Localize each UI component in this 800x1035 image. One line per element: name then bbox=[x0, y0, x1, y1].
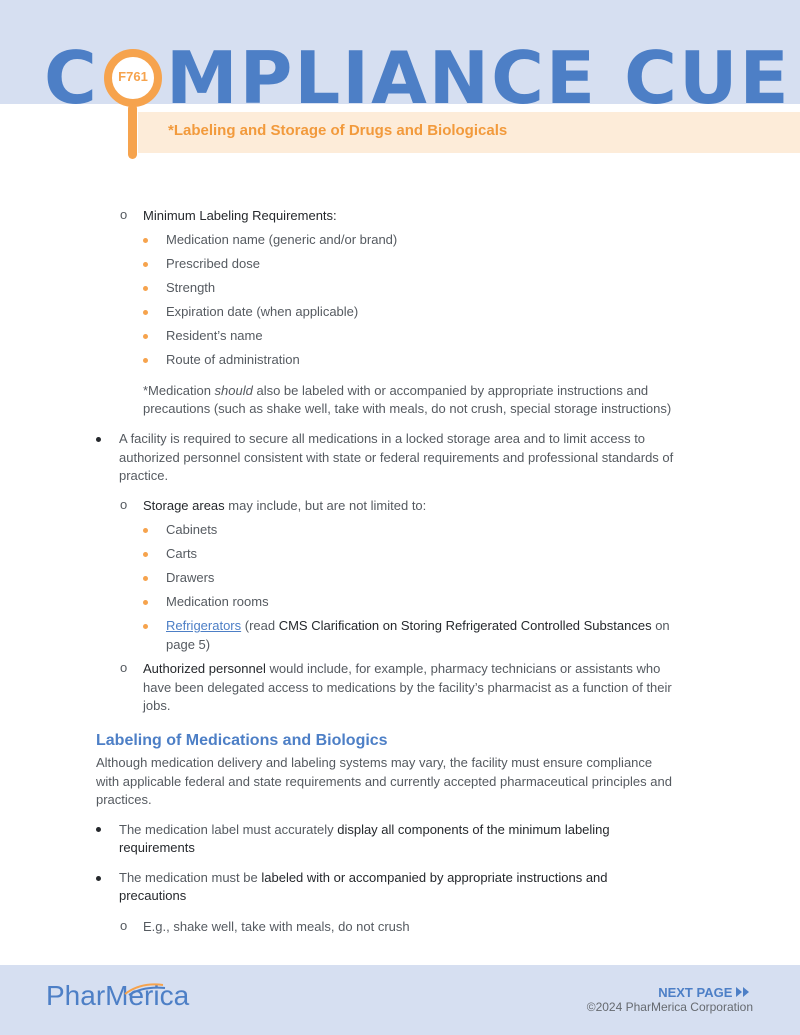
section-intro-line2: with applicable federal and state requirements and currently accepted pharmaceutical principles and bbox=[96, 774, 672, 789]
label-bullet2-line2: precautions bbox=[119, 888, 187, 903]
section-intro-line3: practices. bbox=[96, 792, 152, 807]
personnel-line2: have been delegated access to medications by the facility’s pharmacist as a function of their bbox=[143, 680, 672, 695]
secure-text-line3: practice. bbox=[119, 468, 169, 483]
title-first-letter: C bbox=[44, 36, 98, 120]
fridge-text: on bbox=[651, 618, 670, 633]
list-item: Carts bbox=[166, 546, 198, 561]
circle-bullet-icon: o bbox=[120, 207, 128, 222]
orange-bullet-icon bbox=[143, 334, 148, 339]
orange-bullet-icon bbox=[143, 286, 148, 291]
bullet-icon bbox=[96, 437, 101, 442]
storage-lead-bold: Storage areas bbox=[143, 498, 225, 513]
logo-swoosh-icon bbox=[123, 982, 167, 996]
list-item: Strength bbox=[166, 280, 216, 295]
label-bullet1-line2: requirements bbox=[119, 840, 195, 855]
secure-text-line1: A facility is required to secure all medications in a locked storage area and to limit access to bbox=[119, 431, 646, 446]
label-bullet1-line1 bbox=[119, 821, 610, 840]
magnifier-handle bbox=[128, 104, 137, 159]
personnel-text: would include, for example, pharmacy technicians or assistants who bbox=[265, 661, 661, 676]
label-bullet2-line1 bbox=[119, 869, 608, 888]
bullet-text: The medication label must accurately bbox=[119, 822, 338, 837]
labeling-note-line2: precautions (such as shake well, take with meals, do not crush, special storage instructions) bbox=[143, 401, 672, 416]
bullet-bold: labeled with or accompanied by appropriate instructions and bbox=[261, 870, 608, 885]
circle-bullet-icon: o bbox=[120, 918, 128, 933]
page-subtitle: *Labeling and Storage of Drugs and Biologicals bbox=[168, 122, 508, 139]
circle-bullet-icon: o bbox=[120, 660, 128, 675]
cms-clarification-ref: CMS Clarification on Storing Refrigerated Controlled Substances bbox=[278, 618, 652, 633]
copyright: ©2024 PharMerica Corporation bbox=[586, 1000, 753, 1014]
fridge-text: (read bbox=[241, 618, 279, 633]
list-item: Route of administration bbox=[166, 352, 300, 367]
list-item: Medication rooms bbox=[166, 594, 269, 609]
bullet-icon bbox=[96, 876, 101, 881]
section-intro-line1: Although medication delivery and labeling systems may vary, the facility must ensure compliance bbox=[96, 755, 653, 770]
list-item: Drawers bbox=[166, 570, 215, 585]
orange-bullet-icon bbox=[143, 600, 148, 605]
next-page-link[interactable] bbox=[658, 985, 750, 1000]
magnifier-icon bbox=[104, 49, 162, 107]
storage-lead-rest: may include, but are not limited to: bbox=[224, 498, 427, 513]
list-item-refrigerators-line2: page 5) bbox=[166, 637, 211, 652]
secure-text-line2: authorized personnel consistent with state or federal requirements and professional standards of bbox=[119, 450, 674, 465]
circle-bullet-icon: o bbox=[120, 497, 128, 512]
min-labeling-heading: Minimum Labeling Requirements: bbox=[143, 208, 337, 223]
double-arrow-icon bbox=[736, 987, 750, 997]
refrigerators-link[interactable]: Refrigerators bbox=[166, 618, 242, 633]
pharmerica-logo: PharMerica bbox=[46, 980, 190, 1011]
storage-lead bbox=[143, 497, 426, 516]
personnel-line1 bbox=[143, 660, 660, 679]
note-text: also be labeled with or accompanied by appropriate instructions and bbox=[252, 383, 649, 398]
orange-bullet-icon bbox=[143, 238, 148, 243]
list-item: Resident’s name bbox=[166, 328, 263, 343]
labeling-note-line1 bbox=[143, 382, 648, 401]
orange-bullet-icon bbox=[143, 552, 148, 557]
orange-bullet-icon bbox=[143, 262, 148, 267]
bullet-text: The medication must be bbox=[119, 870, 262, 885]
tag-code: F761 bbox=[118, 69, 148, 84]
list-item-refrigerators bbox=[166, 617, 670, 636]
list-item: Prescribed dose bbox=[166, 256, 260, 271]
example-text: E.g., shake well, take with meals, do not crush bbox=[143, 919, 410, 934]
list-item: Medication name (generic and/or brand) bbox=[166, 232, 398, 247]
orange-bullet-icon bbox=[143, 310, 148, 315]
note-text: *Medication bbox=[143, 383, 215, 398]
section-heading: Labeling of Medications and Biologics bbox=[96, 732, 388, 749]
page-title: MPLIANCE CUE bbox=[166, 36, 791, 120]
orange-bullet-icon bbox=[143, 528, 148, 533]
orange-bullet-icon bbox=[143, 358, 148, 363]
next-page-label[interactable]: NEXT PAGE bbox=[658, 985, 733, 1000]
personnel-bold: Authorized personnel bbox=[143, 661, 266, 676]
list-item: Expiration date (when applicable) bbox=[166, 304, 359, 319]
orange-bullet-icon bbox=[143, 624, 148, 629]
bullet-bold: display all components of the minimum labeling bbox=[337, 822, 610, 837]
personnel-line3: jobs. bbox=[143, 698, 171, 713]
orange-bullet-icon bbox=[143, 576, 148, 581]
bullet-icon bbox=[96, 827, 101, 832]
list-item: Cabinets bbox=[166, 522, 218, 537]
note-emphasis: should bbox=[214, 383, 253, 398]
